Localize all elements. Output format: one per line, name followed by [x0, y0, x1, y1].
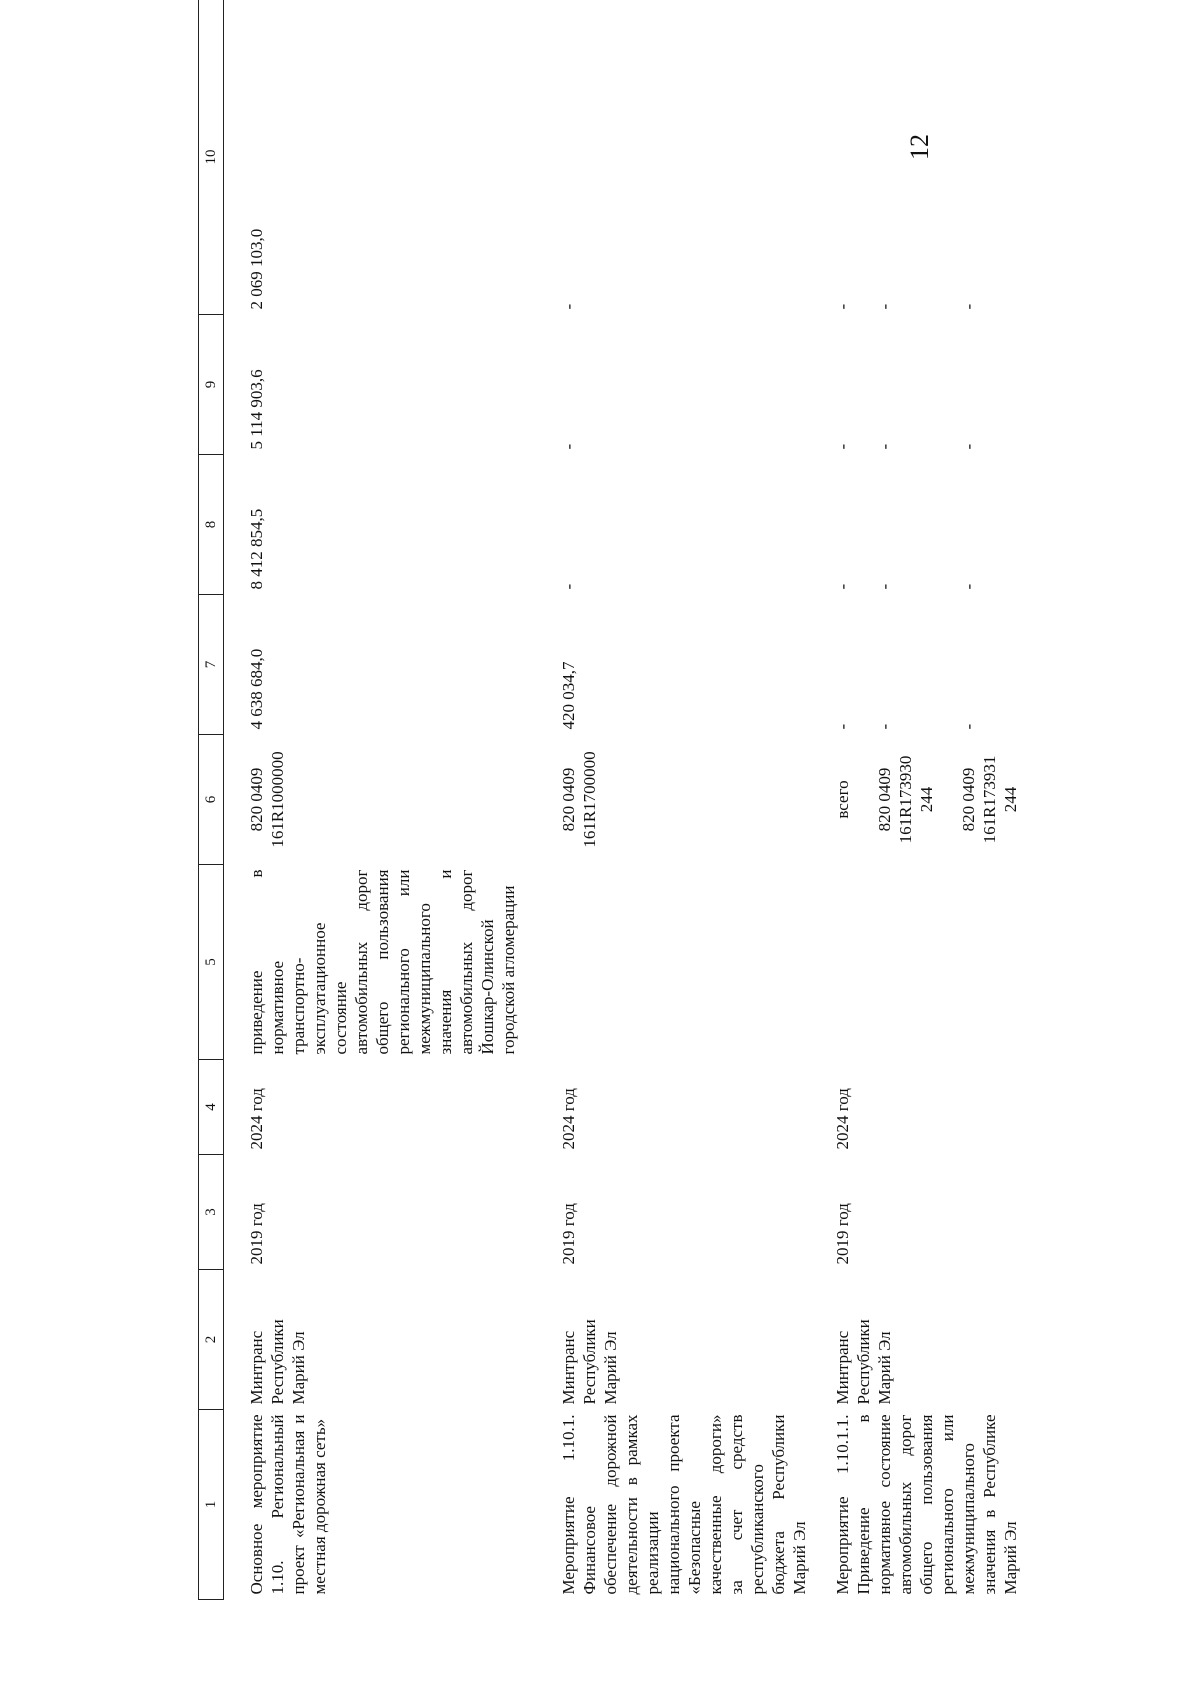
col-header-4: 4 [199, 1060, 224, 1155]
budget-code-line: 244 [1001, 786, 1020, 813]
amount-col9: 5 114 903,6 [247, 369, 266, 450]
budget-code-line: 161R173931 [980, 755, 999, 844]
start-year: 2019 год [247, 1203, 266, 1265]
budget-code-line: 161R1000000 [268, 751, 287, 848]
amount-col9 [810, 315, 1052, 455]
executor: Минтранс Республики Марий Эл [833, 1319, 894, 1405]
budget-code-line: 820 0409 [875, 767, 894, 832]
table-header-row [199, 0, 224, 1600]
amount-col9: - [559, 443, 578, 450]
amount-value: - [875, 443, 894, 450]
amount-col8 [810, 455, 1052, 595]
col-header-10: 10 [199, 0, 224, 315]
expected-result [810, 865, 1052, 1060]
amount-value: - [875, 303, 894, 310]
table-row [536, 0, 810, 1600]
activity-name: Основное мероприятие 1.10. Региональный проект «Региональная и местная дорожная сеть» [247, 1414, 329, 1595]
spacer [853, 600, 874, 730]
spacer [853, 740, 874, 860]
page-number: 12 [905, 134, 934, 160]
spacer [937, 5, 958, 310]
activity-name: Мероприятие 1.10.1.1. Приведение в нормативное состояние автомобильных дорог общего пользования регионального или межмуниципального значения в Республике Марий Эл [833, 1414, 1020, 1595]
spacer [916, 320, 937, 450]
amount-value: - [833, 303, 852, 310]
amount-value: - [833, 583, 852, 590]
landscape-sheet [198, 100, 1020, 1600]
budget-code [224, 735, 537, 865]
col-header-6: 6 [199, 735, 224, 865]
spacer [937, 320, 958, 450]
budget-table [198, 0, 1052, 1600]
spacer [853, 460, 874, 590]
spacer [937, 600, 958, 730]
spacer [853, 320, 874, 450]
start-year: 2019 год [559, 1203, 578, 1265]
spacer [895, 460, 916, 590]
col-header-7: 7 [199, 595, 224, 735]
budget-code-line: 244 [917, 786, 936, 813]
spacer [895, 320, 916, 450]
amount-col10: - [559, 303, 578, 310]
amount-value: - [959, 443, 978, 450]
spacer [916, 5, 937, 310]
col-header-2: 2 [199, 1270, 224, 1410]
amount-col7: 4 638 684,0 [247, 648, 266, 730]
executor: Минтранс Республики Марий Эл [559, 1319, 620, 1405]
budget-code [536, 735, 810, 865]
end-year: 2024 год [559, 1088, 578, 1150]
amount-value: - [959, 723, 978, 730]
col-header-9: 9 [199, 315, 224, 455]
budget-code [810, 735, 1052, 865]
spacer [895, 5, 916, 310]
end-year: 2024 год [247, 1088, 266, 1150]
amount-col7: 420 034,7 [559, 661, 578, 730]
amount-value: - [875, 723, 894, 730]
amount-col10: 2 069 103,0 [247, 228, 266, 310]
budget-code-total-label: всего [833, 780, 852, 819]
table-row [224, 0, 537, 1600]
budget-code-line: 161R173930 [896, 755, 915, 844]
amount-col8: 8 412 854,5 [247, 508, 266, 590]
amount-col10 [810, 0, 1052, 315]
amount-value: - [833, 443, 852, 450]
executor: Минтранс Республики Марий Эл [247, 1319, 308, 1405]
amount-value: - [875, 583, 894, 590]
amount-value: - [959, 303, 978, 310]
budget-code-line: 820 0409 [247, 767, 266, 832]
expected-result [536, 865, 810, 1060]
start-year: 2019 год [833, 1203, 852, 1265]
amount-value: - [959, 583, 978, 590]
amount-value: - [833, 723, 852, 730]
budget-code-line: 820 0409 [959, 767, 978, 832]
col-header-1: 1 [199, 1410, 224, 1600]
col-header-5: 5 [199, 865, 224, 1060]
spacer [937, 460, 958, 590]
amount-col8: - [559, 583, 578, 590]
spacer [937, 740, 958, 860]
budget-code-line: 820 0409 [559, 767, 578, 832]
col-header-3: 3 [199, 1155, 224, 1270]
spacer [916, 460, 937, 590]
expected-result: приведение в нормативное транспортно-эксплуатационное состояние автомобильных дорог общего пользования регионального или межмуниципального значения и автомобильных дорог Йошкар-Олинской городской агломерации [247, 869, 518, 1055]
activity-name: Мероприятие 1.10.1. Финансовое обеспечение дорожной деятельности в рамках реализации национального проекта «Безопасные качественные дороги» за счет средств республиканского бюджета Республики Марий Эл [559, 1414, 809, 1595]
spacer [895, 600, 916, 730]
col-header-8: 8 [199, 455, 224, 595]
spacer [853, 5, 874, 310]
table-row [810, 0, 1052, 1600]
spacer [916, 600, 937, 730]
amount-col7 [810, 595, 1052, 735]
budget-code-line: 161R1700000 [580, 751, 599, 848]
end-year: 2024 год [833, 1088, 852, 1150]
